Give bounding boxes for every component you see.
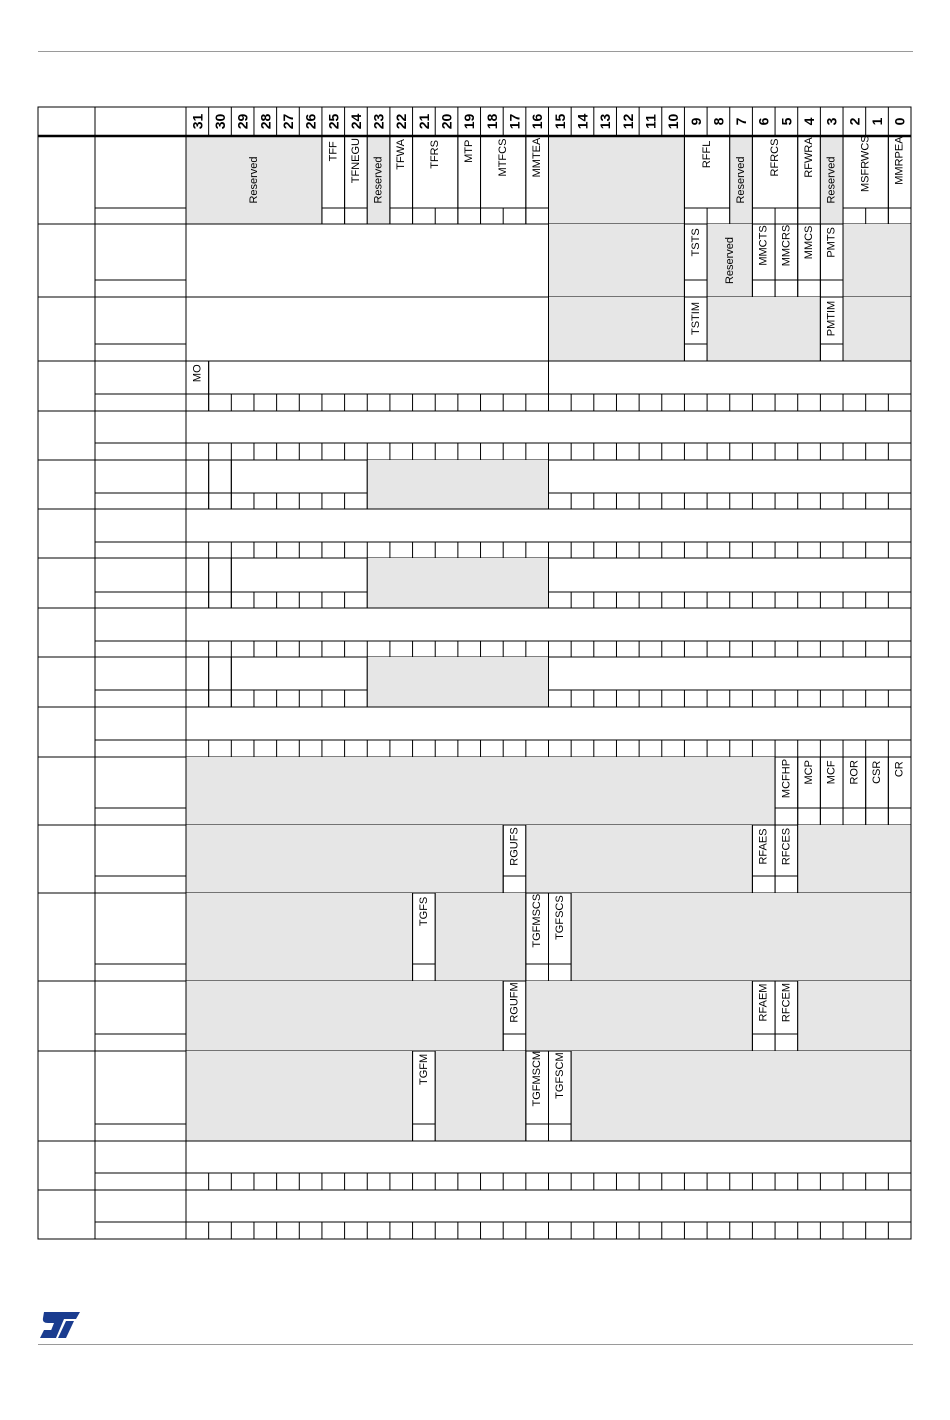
bit-number-header: 25: [325, 113, 342, 130]
bit-field-label: MSFRWCS: [859, 135, 872, 193]
bit-field-label: MMCS: [803, 225, 816, 260]
bit-number-header: 6: [755, 117, 772, 126]
bit-number-header: 9: [687, 117, 704, 126]
bit-number-header: 8: [710, 117, 727, 126]
bit-number-header: 10: [665, 113, 682, 130]
bit-field-label: RFAES: [757, 828, 770, 865]
bit-number-header: 28: [257, 113, 274, 130]
register-row: [38, 707, 911, 757]
reserved-field: [526, 981, 753, 1051]
bit-field-label: TFWA: [395, 139, 408, 170]
register-row: [38, 608, 911, 657]
reserved-field: [707, 297, 820, 361]
bit-field-label: RFWRA: [803, 137, 816, 178]
reserved-field: [843, 224, 911, 297]
bit-field-label: TSTS: [689, 228, 702, 257]
bit-number-header: 29: [234, 113, 251, 130]
bit-field-label: Reserved: [247, 156, 260, 204]
bit-number-header: 15: [551, 113, 568, 130]
bit-number-header: 19: [461, 113, 478, 130]
bit-field-label: MMCRS: [780, 224, 793, 267]
reserved-field: [526, 825, 753, 893]
reserved-field: [186, 981, 503, 1051]
bit-number-header: 26: [302, 113, 319, 130]
bit-field-label: MMTEA: [531, 137, 544, 178]
reserved-field: [435, 1051, 526, 1141]
register-row: [38, 297, 911, 361]
reserved-field: [435, 893, 526, 981]
reserved-field: [549, 297, 685, 361]
bit-number-header: 13: [597, 113, 614, 130]
register-row: [38, 411, 911, 460]
bit-field-label: CR: [893, 761, 906, 778]
bit-number-header: 17: [506, 113, 523, 130]
bit-field-label: PMTS: [825, 227, 838, 258]
register-row: [38, 1190, 911, 1239]
bit-field-label: TGFMSCS: [531, 893, 544, 948]
bit-number-header: 5: [778, 117, 795, 126]
bit-number-header: 11: [642, 114, 659, 129]
register-row: [38, 460, 911, 509]
reserved-field: [367, 558, 548, 608]
bit-field-label: RFCEM: [780, 982, 793, 1023]
reserved-field: [367, 657, 548, 707]
bit-number-header: 4: [801, 117, 818, 126]
bit-number-header: 24: [347, 113, 364, 130]
bit-field-label: TGFM: [417, 1053, 430, 1085]
bit-number-header: 12: [619, 113, 636, 130]
bit-number-header: 14: [574, 113, 591, 130]
bit-field-label: RFCES: [780, 827, 793, 866]
bit-number-header: 3: [823, 117, 840, 126]
bit-number-header: 31: [189, 113, 206, 130]
bit-field-label: TFNEGU: [349, 137, 362, 184]
register-row: [38, 224, 911, 297]
register-row: [38, 1141, 911, 1190]
reserved-field: [367, 460, 548, 509]
st-logo: [38, 1310, 82, 1340]
reserved-field: [571, 893, 911, 981]
bit-field-label: TGFS: [417, 896, 430, 927]
bit-field-label: MCF: [825, 760, 838, 785]
register-row: [38, 825, 911, 893]
reserved-field: [798, 981, 911, 1051]
bit-number-header: 30: [211, 113, 228, 130]
bit-field-label: PMTIM: [825, 300, 838, 337]
bit-field-label: MCFHP: [780, 758, 793, 799]
bit-number-header: 20: [438, 113, 455, 130]
reserved-field: [186, 893, 413, 981]
bit-field-label: RFRCS: [769, 138, 782, 177]
bit-field-label: RFFL: [701, 140, 714, 169]
reserved-field: [843, 297, 911, 361]
register-row: [38, 893, 911, 981]
reserved-field: [186, 757, 775, 825]
bit-field-label: Reserved: [735, 156, 748, 204]
bit-field-label: MTFCS: [497, 138, 510, 177]
register-row: [38, 135, 911, 224]
bit-field-label: CSR: [871, 760, 884, 784]
bit-field-label: RGUFS: [508, 827, 521, 866]
register-row: [38, 558, 911, 608]
register-row: [38, 509, 911, 558]
reserved-field: [186, 1051, 413, 1141]
register-row: [38, 981, 911, 1051]
register-row: [38, 757, 911, 825]
bit-field-label: TGFSCS: [553, 895, 566, 940]
bit-number-header: 0: [891, 117, 908, 126]
bit-field-label: TGFMSCM: [531, 1050, 544, 1107]
bit-field-label: RFAEM: [757, 983, 770, 1022]
bit-number-header: 2: [846, 117, 863, 126]
bit-field-label: TFRS: [429, 140, 442, 169]
bit-field-label: MCP: [803, 760, 816, 785]
bit-number-header: 27: [279, 113, 296, 130]
bit-field-label: Reserved: [372, 156, 385, 204]
bit-number-header: 23: [370, 113, 387, 130]
bit-number-header: 1: [869, 117, 886, 126]
bit-field-label: TFF: [327, 141, 340, 162]
bit-number-header: 21: [415, 113, 432, 130]
bit-field-label: MMCTS: [757, 225, 770, 266]
register-row: [38, 1051, 911, 1141]
bit-field-label: RGUFM: [508, 982, 521, 1023]
bit-field-label: MTP: [463, 139, 476, 163]
bit-field-label: MO: [191, 364, 204, 383]
bit-field-label: Reserved: [825, 156, 838, 204]
register-row: [38, 361, 911, 411]
reserved-field: [549, 224, 685, 297]
bit-field-label: TGFSCM: [553, 1052, 566, 1099]
bit-number-header: 7: [733, 117, 750, 126]
bit-number-header: 22: [393, 113, 410, 130]
bit-field-label: MMRPEA: [893, 136, 906, 185]
bit-number-header: 16: [529, 113, 546, 130]
bit-number-header: 18: [483, 113, 500, 130]
reserved-field: [186, 825, 503, 893]
bit-field-label: TSTIM: [689, 302, 702, 335]
bit-field-label: Reserved: [723, 236, 736, 285]
reserved-field: [798, 825, 911, 893]
reserved-field: [549, 136, 685, 224]
bit-field-label: ROR: [848, 760, 861, 785]
reserved-field: [571, 1051, 911, 1141]
register-row: [38, 657, 911, 707]
